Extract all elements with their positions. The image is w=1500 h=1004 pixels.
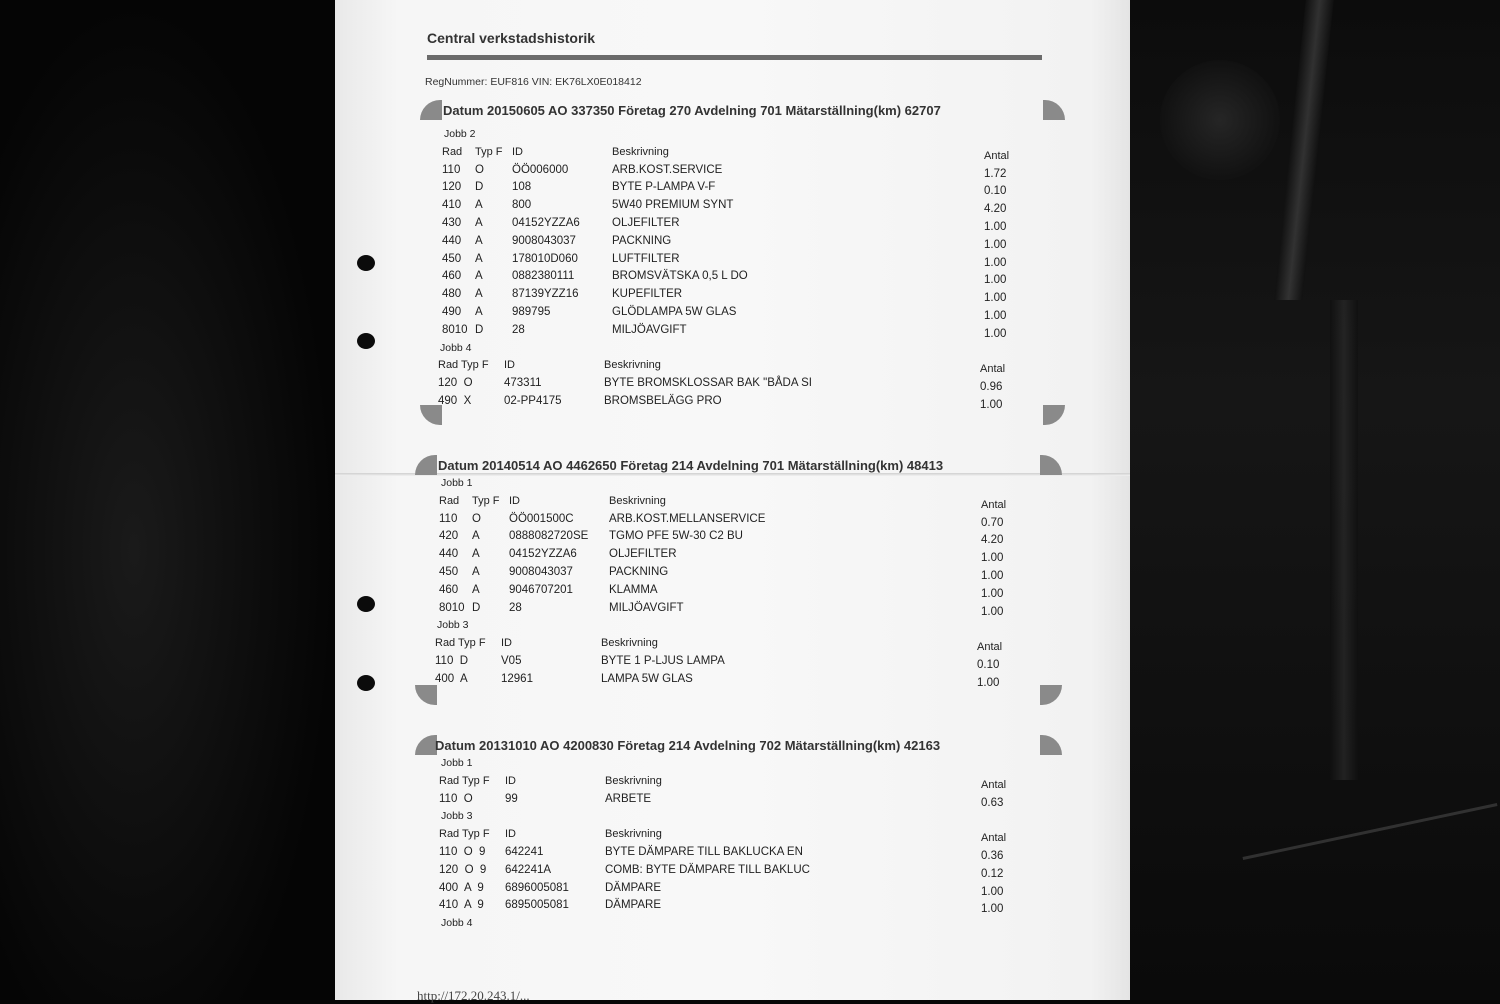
cell-desc: 5W40 PREMIUM SYNT [612,199,734,212]
cell-typ: A [472,565,480,578]
cell-antal: 0.96 [980,381,1003,394]
cell-id: 6895005081 [505,899,569,912]
cell-id: 642241 [505,845,544,858]
cell-antal: 0.10 [977,658,1000,671]
cell-antal: 1.00 [981,903,1004,916]
cell-antal: 1.00 [984,309,1007,322]
punch-hole [357,333,375,349]
entry-corner-mark [415,735,437,755]
job-label: Jobb 1 [441,757,473,769]
job-label: Jobb 3 [437,619,469,632]
entry-header: Datum 20150605 AO 337350 Företag 270 Avdelning 701 Mätarställning(km) 62707 [443,103,941,118]
cell-desc: DÄMPARE [605,899,662,912]
cell-id: 12961 [501,672,533,685]
title-rule [427,55,1042,60]
cell-desc: BYTE P-LAMPA V-F [612,181,716,194]
cell-antal: 0.36 [981,849,1004,862]
column-header-typ: Typ F [475,145,503,158]
cell-id: 99 [505,792,518,805]
column-header-antal: Antal [981,778,1007,791]
cell-antal: 1.00 [984,327,1007,340]
paper-fold [335,473,1130,476]
column-header-id: ID [504,359,515,372]
job-label: Jobb 4 [441,917,473,930]
cell-radtyp: 120 O 9 [439,863,487,876]
column-header-desc: Beskrivning [612,145,669,158]
footer-url: http://172.20.243.1/... [417,988,530,1003]
cell-antal: 0.63 [981,796,1004,809]
cell-id: 642241A [505,863,552,876]
cell-id: 04152YZZA6 [509,548,577,561]
cell-id: 108 [512,181,532,194]
cell-id: 9008043037 [509,565,573,578]
cell-typ: D [475,181,484,194]
cell-rad: 440 [442,234,462,247]
table-row [438,377,1003,395]
cell-id: 473311 [504,377,542,390]
cell-desc: OLJEFILTER [609,548,677,561]
entry-corner-mark [1040,685,1062,705]
cell-radtyp: 400 A 9 [439,881,484,894]
job-label: Jobb 2 [444,128,476,140]
cell-id: 0888082720SE [509,530,589,543]
cell-desc: ARB.KOST.MELLANSERVICE [609,512,766,525]
cell-desc: KUPEFILTER [612,288,683,301]
cell-desc: DÄMPARE [605,881,662,894]
column-header-rad: Rad [439,494,460,507]
cell-antal: 1.00 [981,605,1004,618]
entry-corner-mark [1040,455,1062,475]
column-header-radtyp: Rad Typ F [438,359,489,372]
column-header-desc: Beskrivning [605,774,662,787]
column-header-antal: Antal [984,149,1010,162]
cell-desc: MILJÖAVGIFT [612,323,687,336]
punch-hole [357,255,375,271]
column-header-id: ID [505,828,516,841]
cell-antal: 1.00 [984,274,1007,287]
cell-radtyp: 120 O [438,377,473,390]
cell-id: 9046707201 [509,583,573,596]
background-left [0,0,335,1000]
cell-rad: 440 [439,548,459,561]
cell-rad: 490 [442,305,462,318]
cell-rad: 450 [439,565,459,578]
cell-desc: OLJEFILTER [612,216,680,229]
column-header-id: ID [512,145,523,158]
cell-id: 0882380111 [512,270,575,283]
entry-corner-mark [1043,405,1065,425]
column-header-radtyp: Rad Typ F [435,637,486,650]
cell-rad: 110 [439,512,458,525]
cell-desc: PACKNING [609,565,669,578]
cell-radtyp: 110 O 9 [439,845,486,858]
cell-antal: 1.00 [981,885,1004,898]
cell-desc: KLAMMA [609,583,658,596]
cell-radtyp: 110 D [435,654,469,667]
cell-typ: A [472,530,480,543]
cell-rad: 460 [439,583,459,596]
cell-desc: BYTE BROMSKLOSSAR BAK "BÅDA SI [604,377,812,390]
paper-sheet [335,0,1130,1003]
cell-rad: 110 [442,163,461,176]
cell-typ: A [475,252,483,265]
cell-rad: 8010 [442,323,468,336]
cell-id: 6896005081 [505,881,569,894]
cell-rad: 450 [442,252,462,265]
cell-antal: 1.00 [984,238,1007,251]
table-row [435,672,1000,691]
cell-rad: 430 [442,216,462,229]
table-row [438,394,1003,413]
cell-antal: 1.00 [984,256,1007,269]
cell-desc: COMB: BYTE DÄMPARE TILL BAKLUC [605,863,810,876]
cell-desc: TGMO PFE 5W-30 C2 BU [609,530,743,543]
reflection [1160,60,1280,180]
table-row [435,654,1000,673]
column-header-antal: Antal [981,832,1007,845]
punch-hole [357,675,375,691]
cell-antal: 1.00 [981,587,1004,600]
cell-desc: ARB.KOST.SERVICE [612,163,723,176]
cell-antal: 4.20 [981,534,1004,547]
cell-typ: A [475,305,483,318]
cell-antal: 0.12 [981,867,1004,880]
cell-rad: 120 [442,181,462,194]
column-header-radtyp: Rad Typ F [439,774,490,787]
cell-desc: LUFTFILTER [612,252,680,265]
column-header-antal: Antal [980,363,1006,376]
cell-desc: BYTE 1 P-LJUS LAMPA [601,654,725,667]
cell-id: ÖÖ001500C [509,512,574,525]
cell-id: 178010D060 [512,252,578,265]
document-title: Central verkstadshistorik [427,30,596,46]
column-header-id: ID [501,637,512,650]
cell-id: 87139YZZ16 [512,288,579,301]
column-header-desc: Beskrivning [609,494,666,507]
column-header-desc: Beskrivning [604,359,661,372]
cell-id: 989795 [512,305,551,318]
cell-antal: 0.10 [984,185,1007,198]
cell-desc: BROMSBELÄGG PRO [604,394,722,407]
cell-id: 04152YZZA6 [512,216,580,229]
cell-antal: 1.00 [980,398,1003,411]
cell-rad: 480 [442,288,462,301]
cell-desc: MILJÖAVGIFT [609,601,684,614]
cell-typ: A [472,583,480,596]
cell-id: 9008043037 [512,234,576,247]
cell-antal: 0.70 [981,516,1004,529]
cell-desc: BROMSVÄTSKA 0,5 L DO [612,270,748,283]
cell-rad: 410 [442,199,462,212]
cell-desc: PACKNING [612,234,672,247]
cell-radtyp: 400 A [435,672,468,685]
cell-antal: 1.00 [981,552,1004,565]
column-header-antal: Antal [981,498,1007,511]
cell-rad: 8010 [439,601,465,614]
cell-id: V05 [501,654,522,667]
column-header-typ: Typ F [472,494,500,507]
column-header-desc: Beskrivning [605,828,662,841]
cell-id: 28 [509,601,522,614]
column-header-id: ID [505,774,516,787]
cell-radtyp: 410 A 9 [439,899,484,912]
cell-desc: BYTE DÄMPARE TILL BAKLUCKA EN [605,845,803,858]
cell-typ: D [475,323,484,336]
cell-desc: GLÖDLAMPA 5W GLAS [612,305,737,318]
cell-antal: 1.00 [984,292,1007,305]
cell-desc: LAMPA 5W GLAS [601,672,693,685]
column-header-id: ID [509,494,520,507]
entry-corner-mark [415,455,437,475]
entry-corner-mark [415,685,437,705]
cell-id: 02-PP4175 [504,394,562,407]
cell-id: 800 [512,199,532,212]
cell-rad: 420 [439,530,459,543]
cell-typ: O [472,512,481,525]
cell-antal: 1.00 [977,676,1000,689]
entry-corner-mark [1040,735,1062,755]
reflection [1330,300,1358,780]
entry-corner-mark [420,100,442,120]
cell-antal: 4.20 [984,203,1007,216]
column-header-antal: Antal [977,641,1003,654]
cell-typ: A [475,216,483,229]
entry-corner-mark [1043,100,1065,120]
entry-header: Datum 20131010 AO 4200830 Företag 214 Avdelning 702 Mätarställning(km) 42163 [435,738,941,753]
column-header-rad: Rad [442,145,463,158]
cell-radtyp: 490 X [438,394,472,407]
cell-radtyp: 110 O [439,792,473,805]
job-label: Jobb 4 [440,341,472,354]
cell-typ: A [475,234,483,247]
cell-id: 28 [512,323,525,336]
cell-desc: ARBETE [605,792,652,805]
cell-id: ÖÖ006000 [512,163,569,176]
cell-typ: O [475,163,484,176]
entry-header: Datum 20140514 AO 4462650 Företag 214 Avdelning 701 Mätarställning(km) 48413 [438,458,944,473]
punch-hole [357,596,375,612]
cell-antal: 1.00 [984,220,1007,233]
cell-typ: D [472,601,481,614]
cell-typ: A [475,288,483,301]
registration-info: RegNummer: EUF816 VIN: EK76LX0E018412 [425,76,642,88]
column-header-radtyp: Rad Typ F [439,828,490,841]
cell-typ: A [472,548,480,561]
cell-typ: A [475,270,483,283]
cell-rad: 460 [442,270,462,283]
cell-typ: A [475,199,483,212]
cell-antal: 1.00 [981,569,1004,582]
job-label: Jobb 1 [441,477,473,489]
cell-antal: 1.72 [984,167,1007,180]
column-header-desc: Beskrivning [601,637,658,650]
job-label: Jobb 3 [441,810,473,823]
